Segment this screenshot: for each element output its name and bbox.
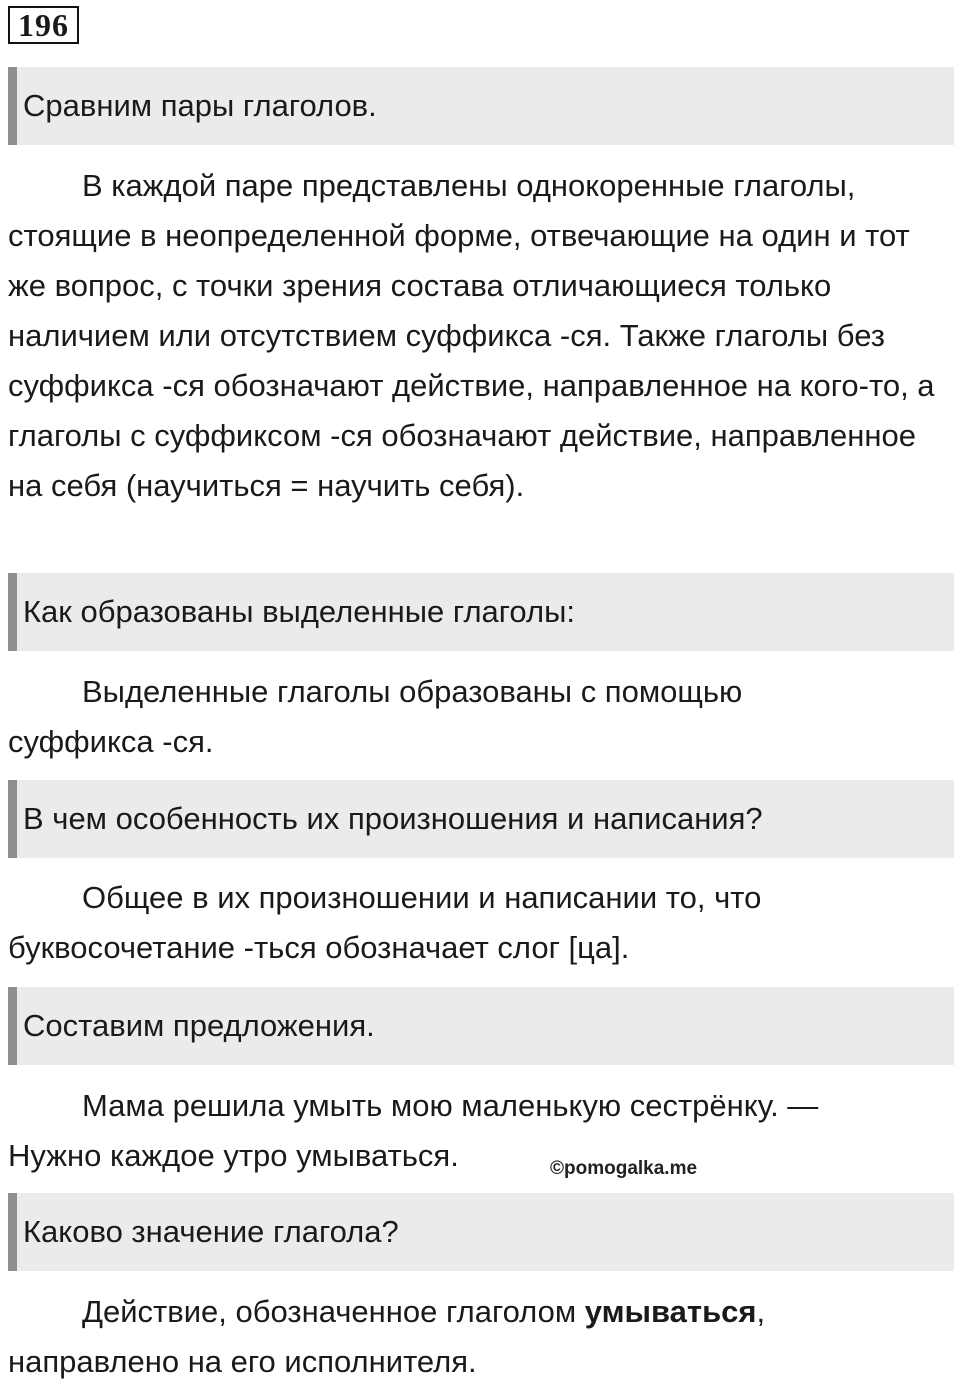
question-pronunciation <box>8 780 954 858</box>
question-text: Составим предложения. <box>23 1008 375 1043</box>
question-text: Каково значение глагола? <box>23 1214 399 1249</box>
answer-make-sentences: Мама решила умыть мою маленькую сестрёнку. — Нужно каждое утро умываться. <box>8 1088 819 1173</box>
task-number: 196 <box>8 6 79 44</box>
question-compare-verb-pairs <box>8 67 954 145</box>
answer-text-after: , направлено на его исполнителя. <box>8 1294 766 1379</box>
answer-compare-verb-pairs: В каждой паре представлены однокоренные глаголы, стоящие в неопределенной форме, отвечающие на один и тот же вопрос, с точки зрения состава отличающиеся только наличием или отсутствием суффикса -ся. Также глаголы без суффикса -ся обозначают действие, направленное на кого-то, а глаголы с суффиксом -ся обозначают действие, направленное на себя (научиться = научить себя). <box>8 168 935 503</box>
highlighted-verb: умываться <box>584 1294 757 1329</box>
question-make-sentences <box>8 987 954 1065</box>
question-text: В чем особенность их произношения и написания? <box>23 801 763 836</box>
question-text: Сравним пары глаголов. <box>23 88 377 123</box>
answer-verb-meaning <box>8 1287 850 1387</box>
answer-text-before: Действие, обозначенное глаголом <box>82 1294 585 1329</box>
answer-pronunciation: Общее в их произношении и написании то, что буквосочетание -ться обозначает слог [ца]. <box>8 880 762 965</box>
watermark: ©pomogalka.me <box>550 1158 698 1179</box>
answer-how-formed: Выделенные глаголы образованы с помощью суффикса -ся. <box>8 674 743 759</box>
question-verb-meaning <box>8 1193 954 1271</box>
question-how-formed <box>8 573 954 651</box>
question-text: Как образованы выделенные глаголы: <box>23 594 575 629</box>
